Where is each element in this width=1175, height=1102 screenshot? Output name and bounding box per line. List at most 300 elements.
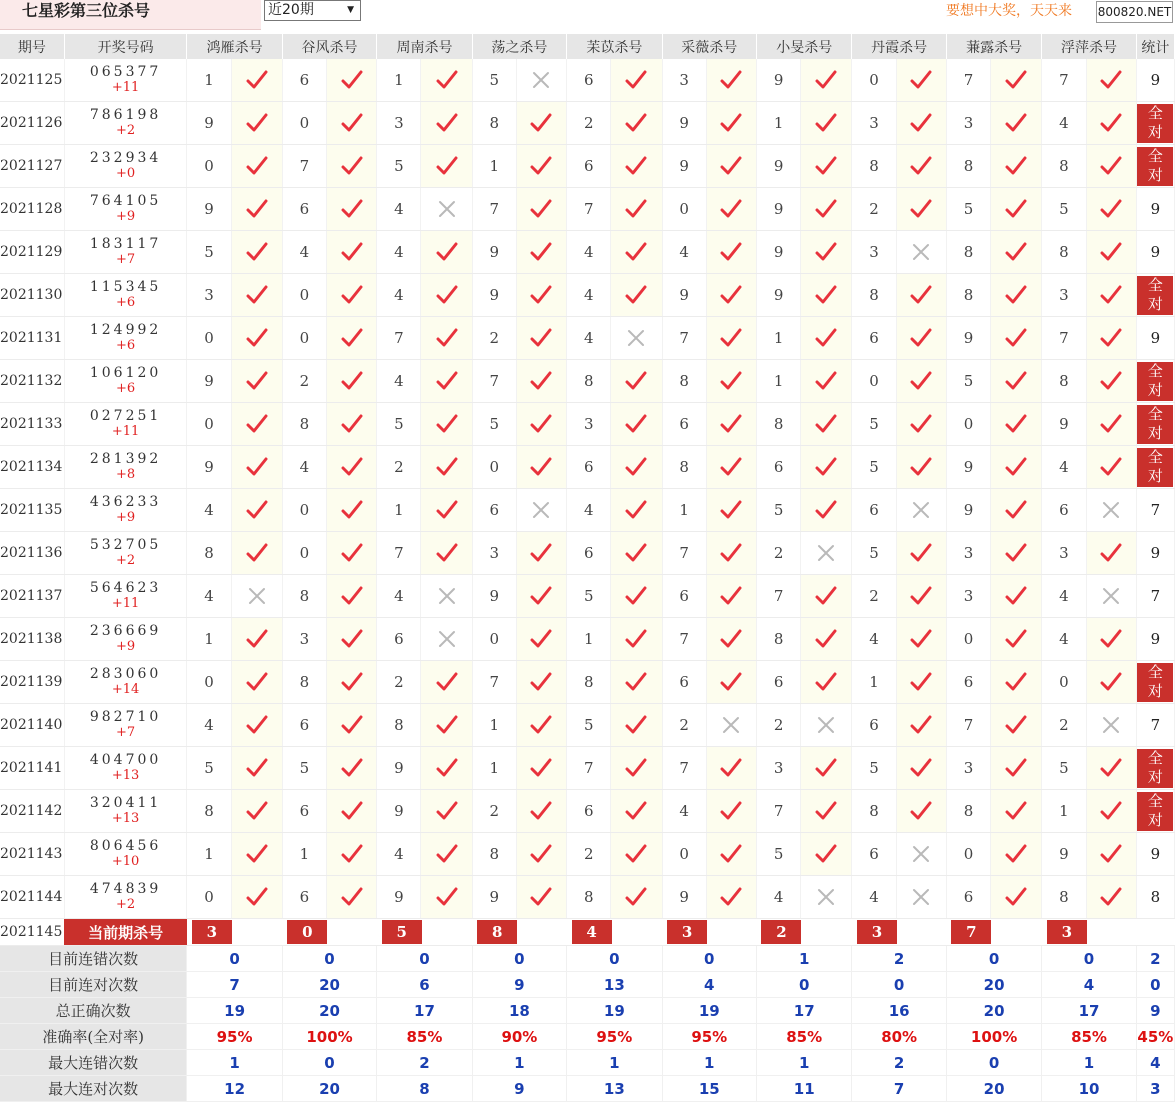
summary-value: 2	[852, 946, 946, 972]
result-cell	[706, 403, 756, 446]
issue-cell: 2021138	[0, 618, 64, 661]
kill-number: 4	[377, 833, 421, 876]
kill-number: 3	[1042, 532, 1086, 575]
result-cell	[421, 747, 472, 790]
result-cell	[327, 790, 377, 833]
kill-number: 1	[377, 59, 421, 102]
check-icon	[991, 801, 1041, 821]
result-cell	[706, 446, 756, 489]
result-cell	[1086, 102, 1136, 145]
summary-value: 19	[187, 998, 282, 1024]
summary-value: 1	[1042, 1050, 1136, 1076]
kill-number: 5	[282, 747, 326, 790]
kill-number: 4	[852, 618, 896, 661]
issue-cell: 2021135	[0, 489, 64, 532]
summary-row	[0, 998, 1175, 1024]
result-cell	[1086, 790, 1136, 833]
result-cell	[611, 833, 662, 876]
draw-numbers: 786198	[89, 107, 162, 123]
check-icon	[232, 715, 282, 735]
kill-number: 0	[282, 317, 326, 360]
check-icon	[801, 414, 851, 434]
result-cell	[327, 489, 377, 532]
summary-value: 16	[852, 998, 946, 1024]
result-cell	[991, 618, 1042, 661]
result-cell	[231, 489, 282, 532]
current-pick-cell	[282, 919, 376, 946]
summary-label: 总正确次数	[0, 998, 187, 1024]
kill-number: 0	[946, 403, 990, 446]
summary-value: 7	[187, 972, 282, 998]
check-icon	[611, 113, 661, 133]
result-cell	[327, 360, 377, 403]
check-icon	[991, 457, 1041, 477]
kill-number: 5	[472, 59, 516, 102]
kill-number: 8	[1042, 876, 1086, 919]
table-row	[0, 661, 1175, 704]
check-icon	[991, 672, 1041, 692]
check-icon	[897, 328, 946, 348]
table-row	[0, 360, 1175, 403]
result-cell	[801, 403, 852, 446]
summary-value: 7	[852, 1076, 946, 1102]
draw-cell	[64, 618, 187, 661]
kill-number: 4	[567, 489, 611, 532]
result-cell	[991, 59, 1042, 102]
issue-cell: 2021143	[0, 833, 64, 876]
result-cell	[801, 618, 852, 661]
all-right-badge: 全对	[1137, 663, 1173, 702]
result-cell	[706, 833, 756, 876]
check-icon	[327, 715, 376, 735]
result-cell	[231, 532, 282, 575]
summary-value: 85%	[377, 1024, 472, 1050]
result-cell	[896, 188, 946, 231]
summary-label: 目前连错次数	[0, 946, 187, 972]
result-cell	[991, 876, 1042, 919]
summary-value: 0	[756, 972, 851, 998]
kill-number: 5	[852, 446, 896, 489]
result-cell	[516, 747, 566, 790]
site-badge[interactable]: 800820.NET	[1096, 1, 1173, 23]
kill-number: 2	[756, 704, 800, 747]
kill-number: 9	[472, 876, 516, 919]
check-icon	[517, 328, 566, 348]
check-icon	[801, 328, 851, 348]
check-icon	[517, 844, 566, 864]
result-cell	[231, 790, 282, 833]
cross-icon	[897, 500, 946, 520]
kill-number: 3	[946, 575, 990, 618]
summary-value: 20	[946, 972, 1041, 998]
stat-value: 7	[1150, 501, 1161, 519]
issue-cell: 2021130	[0, 274, 64, 317]
result-cell	[801, 790, 852, 833]
kill-number: 3	[946, 747, 990, 790]
result-cell	[706, 704, 756, 747]
current-issue: 2021145	[0, 919, 64, 946]
table-row	[0, 747, 1175, 790]
kill-number: 2	[852, 188, 896, 231]
draw-numbers: 283060	[89, 666, 162, 682]
table-body	[0, 34, 1175, 1102]
result-cell	[516, 274, 566, 317]
check-icon	[327, 543, 376, 563]
draw-cell	[64, 102, 187, 145]
result-cell	[1086, 618, 1136, 661]
kill-number: 9	[187, 446, 231, 489]
current-pick-cell	[662, 919, 756, 946]
kill-number: 2	[567, 833, 611, 876]
issue-cell: 2021132	[0, 360, 64, 403]
result-cell	[516, 317, 566, 360]
result-cell	[991, 661, 1042, 704]
expert-header: 谷风杀号	[282, 34, 376, 59]
current-pick-badge: 3	[857, 920, 897, 944]
kill-number: 9	[187, 360, 231, 403]
check-icon	[1087, 758, 1136, 778]
kill-number: 2	[852, 575, 896, 618]
result-cell	[516, 231, 566, 274]
check-icon	[707, 113, 756, 133]
result-cell	[991, 833, 1042, 876]
check-icon	[327, 414, 376, 434]
table-row	[0, 446, 1175, 489]
check-icon	[897, 672, 946, 692]
result-cell	[231, 876, 282, 919]
check-icon	[897, 414, 946, 434]
result-cell	[801, 274, 852, 317]
check-icon	[1087, 242, 1136, 262]
result-cell	[327, 102, 377, 145]
summary-value: 2	[377, 1050, 472, 1076]
result-cell	[1086, 231, 1136, 274]
result-cell	[611, 145, 662, 188]
kill-number: 9	[946, 489, 990, 532]
kill-number: 1	[187, 618, 231, 661]
summary-value: 2	[852, 1050, 946, 1076]
kill-number: 9	[946, 317, 990, 360]
check-icon	[707, 586, 756, 606]
result-cell	[611, 532, 662, 575]
result-cell	[231, 575, 282, 618]
cross-icon	[517, 70, 566, 90]
current-issue-row	[0, 919, 1175, 946]
result-cell	[991, 188, 1042, 231]
result-cell	[327, 575, 377, 618]
summary-row	[0, 972, 1175, 998]
check-icon	[801, 457, 851, 477]
kill-number: 7	[472, 661, 516, 704]
summary-value: 17	[377, 998, 472, 1024]
check-icon	[517, 758, 566, 778]
summary-label: 最大连错次数	[0, 1050, 187, 1076]
kill-number: 9	[662, 102, 706, 145]
draw-numbers: 115345	[89, 279, 162, 295]
page-title: 七星彩第三位杀号	[0, 0, 261, 30]
check-icon	[232, 242, 282, 262]
check-icon	[991, 500, 1041, 520]
result-cell	[421, 317, 472, 360]
stat-cell	[1136, 661, 1174, 704]
cross-icon	[611, 328, 661, 348]
result-cell	[611, 403, 662, 446]
result-cell	[801, 102, 852, 145]
check-icon	[707, 672, 756, 692]
result-cell	[706, 661, 756, 704]
kill-number: 8	[567, 661, 611, 704]
check-icon	[611, 457, 661, 477]
check-icon	[327, 887, 376, 907]
summary-value: 45%	[1136, 1024, 1174, 1050]
kill-number: 2	[472, 790, 516, 833]
result-cell	[896, 575, 946, 618]
kill-number: 0	[282, 489, 326, 532]
check-icon	[897, 156, 946, 176]
expert-header: 采薇杀号	[662, 34, 756, 59]
kill-number: 0	[187, 876, 231, 919]
kill-number: 6	[567, 446, 611, 489]
check-icon	[897, 629, 946, 649]
stat-cell	[1136, 833, 1174, 876]
kill-number: 8	[1042, 231, 1086, 274]
check-icon	[897, 199, 946, 219]
kill-number: 8	[756, 403, 800, 446]
check-icon	[801, 113, 851, 133]
draw-numbers: 532705	[89, 537, 162, 553]
check-icon	[327, 371, 376, 391]
current-pick-cell	[1042, 919, 1136, 946]
result-cell	[706, 360, 756, 403]
result-cell	[516, 360, 566, 403]
kill-number: 5	[567, 575, 611, 618]
stat-cell	[1136, 360, 1174, 403]
result-cell	[421, 102, 472, 145]
result-cell	[706, 317, 756, 360]
check-icon	[611, 758, 661, 778]
check-icon	[232, 801, 282, 821]
check-icon	[232, 156, 282, 176]
result-cell	[896, 231, 946, 274]
result-cell	[611, 360, 662, 403]
result-cell	[421, 575, 472, 618]
issue-cell: 2021129	[0, 231, 64, 274]
result-cell	[896, 489, 946, 532]
table-row	[0, 618, 1175, 661]
kill-number: 4	[1042, 618, 1086, 661]
result-cell	[706, 231, 756, 274]
issue-cell: 2021139	[0, 661, 64, 704]
check-icon	[327, 629, 376, 649]
draw-sum: +9	[115, 510, 136, 525]
draw-sum: +13	[111, 768, 140, 783]
current-pick-badge: 2	[761, 920, 801, 944]
draw-numbers: 065377	[89, 64, 162, 80]
current-pick-badge: 8	[477, 920, 517, 944]
result-cell	[1086, 360, 1136, 403]
kill-number: 0	[187, 403, 231, 446]
kill-number: 8	[282, 575, 326, 618]
draw-cell	[64, 747, 187, 790]
issue-cell: 2021144	[0, 876, 64, 919]
kill-number: 6	[852, 489, 896, 532]
kill-number: 3	[472, 532, 516, 575]
cross-icon	[1087, 586, 1136, 606]
kill-number: 7	[567, 747, 611, 790]
stat-value: 8	[1150, 888, 1161, 906]
result-cell	[611, 747, 662, 790]
check-icon	[991, 156, 1041, 176]
summary-value: 11	[756, 1076, 851, 1102]
draw-cell	[64, 704, 187, 747]
kill-number: 5	[756, 489, 800, 532]
kill-number: 0	[662, 833, 706, 876]
kill-number: 3	[282, 618, 326, 661]
summary-value: 13	[567, 972, 662, 998]
table-row	[0, 188, 1175, 231]
check-icon	[991, 285, 1041, 305]
result-cell	[991, 403, 1042, 446]
kill-number: 6	[756, 661, 800, 704]
draw-numbers: 404700	[89, 752, 162, 768]
check-icon	[421, 457, 471, 477]
table-row	[0, 145, 1175, 188]
expert-header: 丹霞杀号	[852, 34, 946, 59]
check-icon	[611, 285, 661, 305]
check-icon	[421, 328, 471, 348]
draw-cell	[64, 231, 187, 274]
result-cell	[421, 446, 472, 489]
check-icon	[517, 715, 566, 735]
kill-number: 8	[662, 360, 706, 403]
result-cell	[231, 145, 282, 188]
cross-icon	[801, 543, 851, 563]
check-icon	[611, 586, 661, 606]
all-right-badge: 全对	[1137, 405, 1173, 444]
issue-cell: 2021140	[0, 704, 64, 747]
result-cell	[611, 575, 662, 618]
draw-sum: +11	[111, 424, 140, 439]
top-bar	[0, 0, 1175, 34]
summary-label: 最大连对次数	[0, 1076, 187, 1102]
kill-number: 0	[472, 446, 516, 489]
check-icon	[1087, 285, 1136, 305]
result-cell	[231, 403, 282, 446]
check-icon	[232, 457, 282, 477]
check-icon	[611, 844, 661, 864]
check-icon	[801, 801, 851, 821]
kill-number: 6	[852, 317, 896, 360]
draw-numbers: 436233	[89, 494, 162, 510]
expert-header: 周南杀号	[377, 34, 472, 59]
draw-sum: +7	[115, 252, 136, 267]
result-cell	[421, 403, 472, 446]
table-row	[0, 59, 1175, 102]
check-icon	[801, 586, 851, 606]
summary-value: 12	[187, 1076, 282, 1102]
summary-value: 0	[1042, 946, 1136, 972]
kill-number: 1	[567, 618, 611, 661]
result-cell	[991, 145, 1042, 188]
stat-cell	[1136, 489, 1174, 532]
summary-row	[0, 1076, 1175, 1102]
cross-icon	[1087, 715, 1136, 735]
check-icon	[707, 371, 756, 391]
check-icon	[707, 457, 756, 477]
kill-number: 1	[187, 833, 231, 876]
result-cell	[801, 833, 852, 876]
summary-value: 0	[946, 1050, 1041, 1076]
result-cell	[421, 274, 472, 317]
check-icon	[897, 758, 946, 778]
all-right-badge: 全对	[1137, 362, 1173, 401]
kill-number: 6	[852, 833, 896, 876]
result-cell	[801, 876, 852, 919]
check-icon	[421, 242, 471, 262]
summary-value: 0	[377, 946, 472, 972]
check-icon	[991, 715, 1041, 735]
result-cell	[1086, 747, 1136, 790]
period-select[interactable]	[264, 0, 361, 21]
kill-number: 2	[377, 446, 421, 489]
kill-number: 6	[282, 59, 326, 102]
summary-value: 20	[946, 998, 1041, 1024]
kill-number: 9	[377, 790, 421, 833]
check-icon	[421, 758, 471, 778]
check-icon	[707, 844, 756, 864]
table-row	[0, 790, 1175, 833]
summary-value: 2	[1136, 946, 1174, 972]
result-cell	[611, 59, 662, 102]
summary-value: 9	[472, 1076, 566, 1102]
result-cell	[801, 704, 852, 747]
check-icon	[801, 371, 851, 391]
summary-value: 15	[662, 1076, 756, 1102]
kill-number: 1	[1042, 790, 1086, 833]
kill-number: 3	[377, 102, 421, 145]
issue-cell: 2021125	[0, 59, 64, 102]
check-icon	[611, 70, 661, 90]
result-cell	[516, 145, 566, 188]
draw-numbers: 320411	[89, 795, 162, 811]
kill-number: 2	[662, 704, 706, 747]
result-cell	[611, 274, 662, 317]
all-right-badge: 全对	[1137, 276, 1173, 315]
check-icon	[517, 629, 566, 649]
result-cell	[611, 231, 662, 274]
result-cell	[421, 188, 472, 231]
check-icon	[897, 285, 946, 305]
result-cell	[1086, 145, 1136, 188]
draw-numbers: 124992	[89, 322, 162, 338]
check-icon	[1087, 70, 1136, 90]
current-pick-badge: 0	[287, 920, 327, 944]
kill-number: 6	[662, 661, 706, 704]
kill-number: 9	[1042, 833, 1086, 876]
check-icon	[421, 672, 471, 692]
kill-number: 9	[756, 188, 800, 231]
kill-number: 7	[946, 59, 990, 102]
check-icon	[991, 586, 1041, 606]
result-cell	[896, 532, 946, 575]
kill-number: 8	[472, 102, 516, 145]
kill-number: 7	[472, 188, 516, 231]
check-icon	[327, 328, 376, 348]
draw-numbers: 474839	[89, 881, 162, 897]
kill-number: 7	[377, 317, 421, 360]
current-pick-badge: 5	[382, 920, 422, 944]
kill-number: 8	[472, 833, 516, 876]
